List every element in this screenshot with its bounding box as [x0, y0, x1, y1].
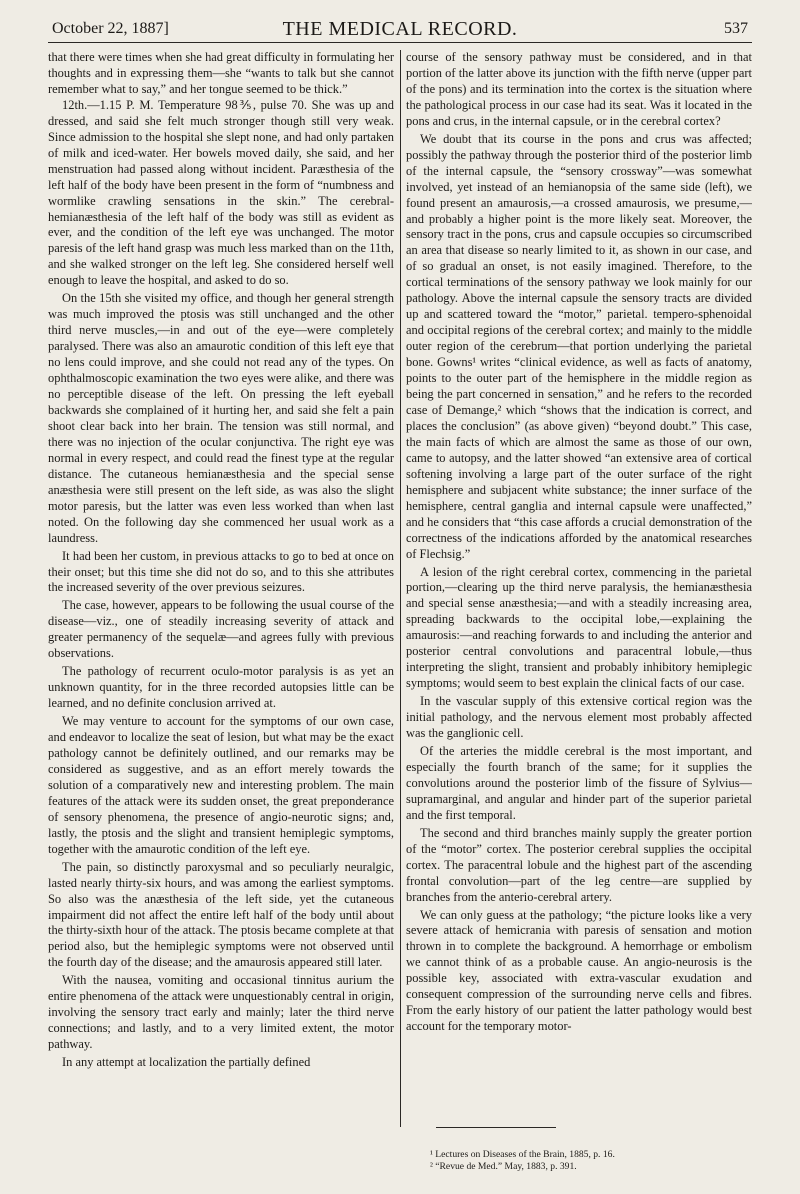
paragraph: The case, however, appears to be following the usual course of the disease—viz., one of steadily increasing severity of attack and greater permanency of the sequelæ—and agrees fully with previous observations.	[48, 598, 394, 661]
paragraph: The pathology of recurrent oculo-motor paralysis is as yet an unknown quantity, for in the three recorded autopsies little can be learned, and no definite conclusion arrived at.	[48, 664, 394, 711]
paragraph: The pain, so distinctly paroxysmal and so peculiarly neuralgic, lasted nearly thirty-six hours, and was among the earliest symptoms. So also was the anæsthesia of the left side, yet the cutaneous impairment did not affect the entire left half of the body until about the thirty-sixth hour of the attack. The ptosis became complete at that period also, but the hemiplegic symptoms were not observed until the fourth day of the disease; and the amaurosis appeared still later.	[48, 859, 394, 970]
page-number: 537	[724, 20, 748, 37]
issue-date: October 22, 1887]	[52, 20, 169, 37]
paragraph: Of the arteries the middle cerebral is the most important, and especially the fourth branch of the same; for it supplies the convolutions around the posterior limb of the fissure of Sylvius—supramarginal, and angular and hinder part of the superior parietal and the first temporal.	[406, 743, 752, 822]
page-header	[48, 14, 752, 43]
paragraph: It had been her custom, in previous attacks to go to bed at once on their onset; but this time she did not do so, and to this she attributes the increased severity of the over previous seizures.	[48, 548, 394, 595]
column-divider	[400, 50, 401, 1127]
footnote-rule	[436, 1127, 556, 1128]
paragraph: The second and third branches mainly supply the greater portion of the “motor” cortex. The posterior cerebral supplies the occipital cortex. The paracentral lobule and the highest part of the ascending frontal convolution—part of the leg centre—are supplied by branches from the anterio-cerebral artery.	[406, 825, 752, 904]
paragraph: We can only guess at the pathology; “the picture looks like a very severe attack of hemicrania with paresis of sensation and motion thrown in to complete the background. A hemorrhage or embolism we cannot think of as a probable cause. An angio-neurosis is the possible key, associated with extra-vascular exudation and consequent compression of the surrounding nerve cells and fibres. From the early history of our patient the latter pathology would best account for the temporary motor-	[406, 907, 752, 1034]
left-column	[48, 50, 394, 1182]
paragraph: 12th.—1.15 P. M. Temperature 98⅗, pulse 70. She was up and dressed, and said she felt much stronger though still very weak. Since admission to the hospital she slept none, and had only partaken of milk and iced-water. Her bowels moved daily, she said, and her menstruation had passed along without incident. Paræsthesia of the left half of the body have been present in the form of “numbness and wormlike crawling sensations in the skin.” The cerebral-hemianæsthesia of the left half of the body was still as evident as ever, and the condition of the left eye was unchanged. The motor paresis of the left hand grasp was much less marked than on the 11th, and she walked stronger on the left leg. She considered herself well enough to leave the hospital, and asked to do so.	[48, 97, 394, 288]
paragraph: With the nausea, vomiting and occasional tinnitus aurium the entire phenomena of the attack were unquestionably central in origin, involving the sensory tract early and mainly; later the third nerve connections; and lastly, and to a very limited extent, the motor pathway.	[48, 973, 394, 1052]
paragraph: On the 15th she visited my office, and though her general strength was much improved the ptosis was still unchanged and the other third nerve muscles,—in and out of the eye—were completely paralysed. There was also an amaurotic condition of this left eye that no lens could improve, and she could not read any of the types. On ophthalmoscopic examination the two eyes were alike, and there was no perceptible disease of the left. On pressing the left eyeball backwards she complained of it hurting her, and said she felt a pain shoot clear back into her brain. The tension was still normal, and there was no injection of the ocular conjunctiva. The right eye was normal in every respect, and could read the finest type at the regular distance. The cutaneous hemianæsthesia and the special sense anæsthesia were still present on the left side, as was also the slight motor paresis, but the latter was even less worked than when last noted. On the following day she commenced her usual work as a laundress.	[48, 291, 394, 545]
footnotes	[430, 1149, 752, 1172]
paragraph: A lesion of the right cerebral cortex, commencing in the parietal portion,—clearing up the third nerve paralysis, the hemianæsthesia and special sense anæsthesia;—and with a steadily increasing area, spreading backwards to the occipital lobe,—explaining the amaurosis:—and reaching forwards to and including the anterior and posterior central convolutions and paracentral lobule,—thus interpreting the slight, transient and probably inhibitory hemiplegic symptoms; would seem to best explain the clinical facts of our case.	[406, 564, 752, 691]
article-body	[48, 50, 752, 1182]
right-column	[406, 50, 752, 1182]
paragraph: We doubt that its course in the pons and crus was affected; possibly the pathway through the posterior third of the posterior limb of the internal capsule, the “sensory crossway”—was somewhat involved, yet instead of an hemianopsia of the same side (left), we found present an amaurosis,—a crossed amaurosis, we presume,—and probably a higher point is the more likely seat. Moreover, the sensory tract in the pons, crus and capsule occupies so circumscribed an area that disease so nearly limited to it, as shown in our case, and of so gradual an onset, is not easily imagined. Therefore, to the cortical terminations of the sensory pathway we look mainly for our pathology. Above the internal capsule the sensory tracts are divided up and scattered toward the “motor,” parietal. tempero-sphenoidal and occipital regions of the cerebral cortex; and mainly to the middle outer region of the cerebrum—that portion underlying the parietal bone. Gowns¹ writes “clinical evidence, as well as facts of anatomy, points to the outer part of the hemisphere in the middle region as being the part concerned in sensation,” and he refers to the recorded case of Demange,² which “shows that the indication is correct, and places the conclusion” (as above given) “beyond doubt.” This case, the main facts of which are almost the same as those of our own, came to autopsy, and the latter showed “an extensive area of cortical softening involving a large part of the outer surface of the right hemisphere and subjacent white substance; the inner surface of the hemisphere, central ganglia and internal capsule were unaffected,” and he considers that “this case affords a crucial demonstration of the correctness of the indications afforded by the anatomical researches of Flechsig.”	[406, 131, 752, 561]
footnote: ² “Revue de Med.” May, 1883, p. 391.	[430, 1160, 577, 1172]
footnote: ¹ Lectures on Diseases of the Brain, 1885, p. 16.	[430, 1149, 615, 1160]
journal-title: THE MEDICAL RECORD.	[282, 18, 518, 40]
paragraph: In the vascular supply of this extensive cortical region was the initial pathology, and the nervous element most probably affected was the ganglionic cell.	[406, 694, 752, 741]
paragraph: In any attempt at localization the partially defined	[62, 1055, 311, 1070]
paragraph: that there were times when she had great difficulty in formulating her thoughts and in expressing them—she “wants to talk but she cannot remember what to say,” and her tongue seemed to be thick.”	[48, 50, 394, 96]
paragraph: We may venture to account for the symptoms of our own case, and endeavor to localize the seat of lesion, but what may be the exact pathology cannot be definitely outlined, and our remarks may be considered as suggestive, and as an effort merely towards the solution of a comparatively new and interesting problem. The main features of the attack were its sudden onset, the great preponderance of sensory phenomena, the presence of angio-neurotic signs; and, lastly, the ptosis and the slight and transient hemiplegic symptoms, together with the amaurotic condition of the left eye.	[48, 714, 394, 856]
paragraph: course of the sensory pathway must be considered, and in that portion of the latter above its junction with the fifth nerve (upper part of the pons) and its termination into the cortex is the situation where the pathological process in our case had its seat. Was it located in the pons and crus, in the internal capsule, or in the cerebral cortex?	[406, 50, 752, 128]
